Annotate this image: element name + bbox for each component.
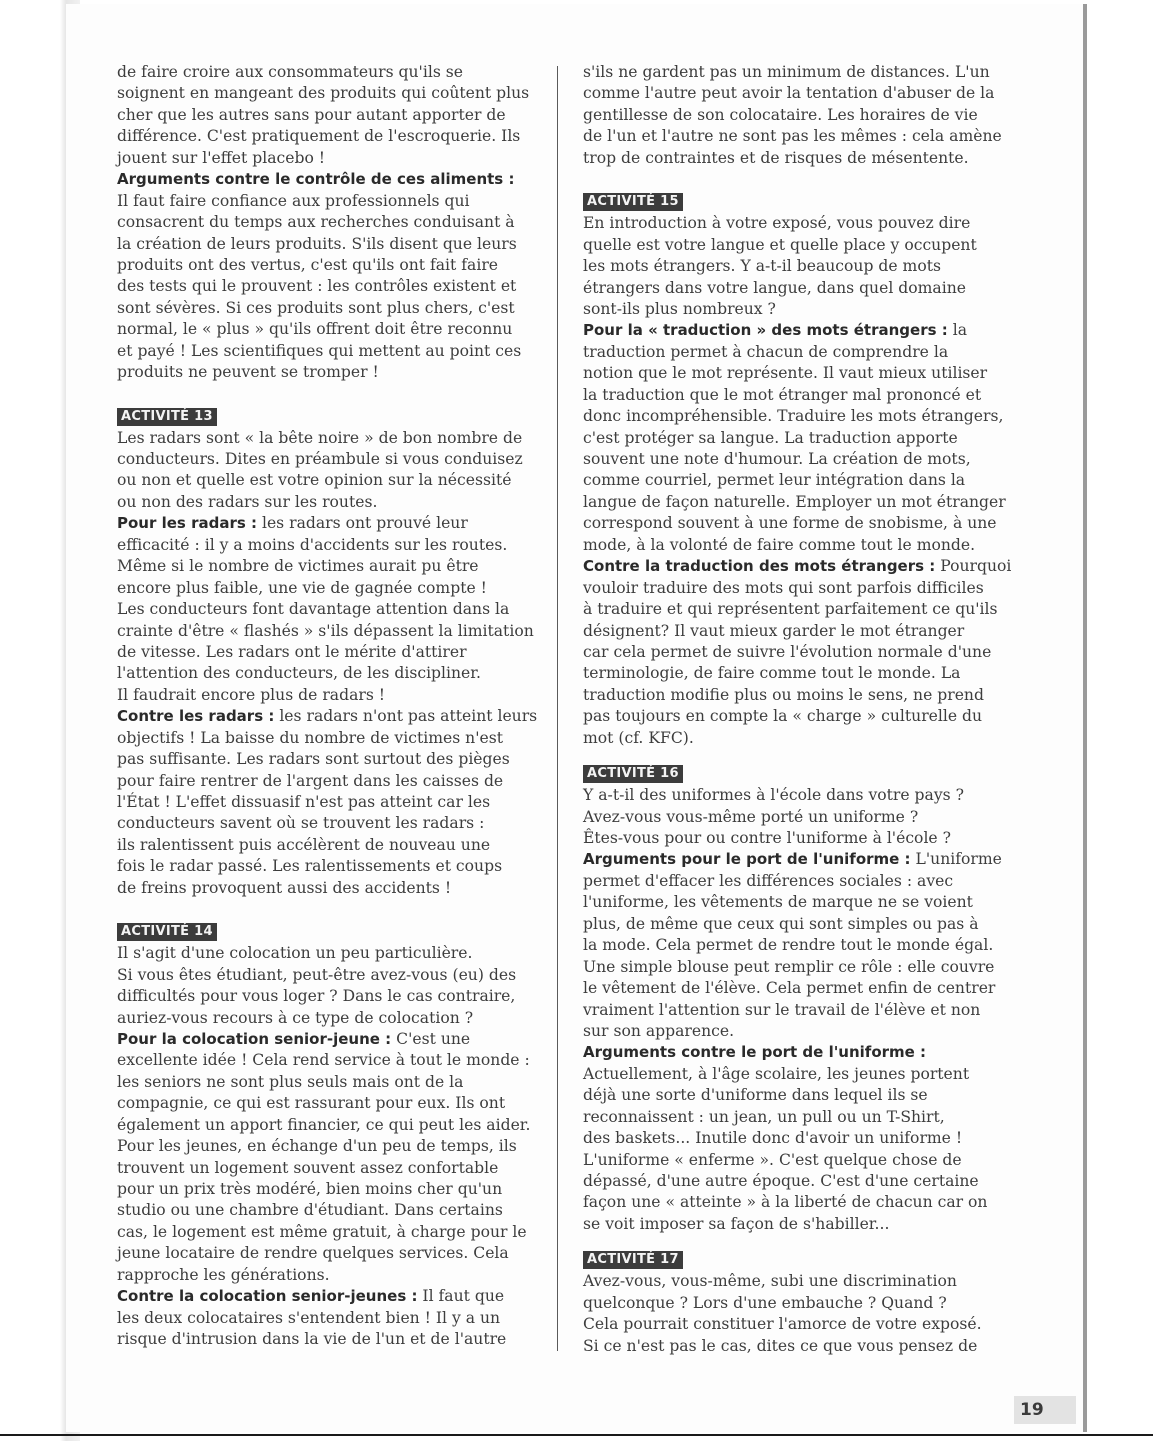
activity-17-intro: [583, 1271, 1008, 1357]
text-line: comme courriel, permet leur intégration dans la: [583, 471, 966, 490]
argument-heading: Arguments contre le port de l'uniforme :: [583, 1043, 927, 1062]
argument-text: C'est une: [391, 1029, 471, 1048]
text-line: ou non et quelle est votre opinion sur la nécessité: [117, 471, 512, 490]
argument-heading-line: [583, 849, 1008, 870]
text-line: donc incompréhensible. Traduire les mots étrangers,: [583, 407, 1004, 426]
text-line: difficultés pour vous loger ? Dans le cas contraire,: [117, 987, 516, 1006]
text-line: la création de leurs produits. S'ils disent que leurs: [117, 234, 517, 253]
column-divider: [557, 66, 558, 1351]
text-line: rapproche les générations.: [117, 1265, 330, 1284]
text-line: Les conducteurs font davantage attention dans la: [117, 600, 510, 619]
activity-16-intro: [583, 785, 1008, 849]
text-line: étrangers dans votre langue, dans quel domaine: [583, 278, 966, 297]
text-line: pas suffisante. Les radars sont surtout des pièges: [117, 750, 510, 769]
argument-heading: Pour la colocation senior-jeune :: [117, 1029, 392, 1048]
text-line: Il s'agit d'une colocation un peu particulière.: [117, 944, 473, 963]
text-line: traduction permet à chacun de comprendre la: [583, 342, 949, 361]
text-line: s'ils ne gardent pas un minimum de distances. L'un: [583, 63, 990, 81]
page-edge: [1083, 4, 1087, 1432]
text-line: dépassé, d'une autre époque. C'est d'une certaine: [583, 1172, 979, 1190]
text-line: Cela pourrait constituer l'amorce de votre exposé.: [583, 1315, 982, 1334]
text-line: l'attention des conducteurs, de les discipliner.: [117, 664, 481, 683]
text-line: de freins provoquent aussi des accidents !: [117, 878, 452, 897]
text-line: Avez-vous vous-même porté un uniforme ?: [583, 807, 919, 826]
argument-paragraph: [117, 728, 542, 900]
text-line: correspond souvent à une forme de snobisme, à une: [583, 514, 997, 533]
argument-heading-line: [583, 320, 1008, 341]
text-line: jeune locataire de rendre quelques services. Cela: [117, 1244, 509, 1263]
argument-paragraph: [583, 871, 1008, 1043]
text-line: permet d'effacer les différences sociales : avec: [583, 871, 954, 890]
text-line: ils ralentissent puis accélèrent de nouveau une: [117, 835, 491, 854]
activity-15-intro: [583, 213, 1008, 320]
continued-paragraph: [583, 62, 1008, 169]
text-line: terminologie, de faire comme tout le monde. La: [583, 664, 961, 683]
argument-heading-line: [117, 1029, 542, 1050]
argument-heading: Arguments pour le port de l'uniforme :: [583, 850, 911, 869]
text-line: sur son apparence.: [583, 1021, 735, 1040]
activity-14-badge: ACTIVITÉ 14: [117, 923, 217, 941]
text-line: reconnaissent : un jean, un pull ou un T-Shirt,: [583, 1107, 945, 1126]
text-line: différence. C'est pratiquement de l'escroquerie. Ils: [117, 127, 521, 146]
argument-heading: Contre la traduction des mots étrangers :: [583, 557, 936, 576]
argument-text: les radars ont prouvé leur: [257, 514, 468, 533]
argument-paragraph: [583, 1064, 1008, 1236]
text-line: Même si le nombre de victimes aurait pu être: [117, 557, 479, 576]
text-line: mot (cf. KFC).: [583, 728, 694, 747]
scan-bottom-edge: [0, 1434, 1153, 1436]
text-line: Une simple blouse peut remplir ce rôle : elle couvre: [583, 957, 995, 976]
text-line: Il faut faire confiance aux professionnels qui: [117, 191, 470, 210]
argument-heading: Contre les radars :: [117, 707, 275, 726]
argument-paragraph: [583, 342, 1008, 556]
text-line: Actuellement, à l'âge scolaire, les jeunes portent: [583, 1064, 970, 1083]
text-line: sont-ils plus nombreux ?: [583, 299, 776, 318]
text-line: soignent en mangeant des produits qui coûtent plus: [117, 84, 530, 103]
text-line: compagnie, ce qui est rassurant pour eux. Ils ont: [117, 1094, 506, 1113]
text-line: l'uniforme, les vêtements de marque ne se voient: [583, 893, 973, 912]
right-column: [583, 62, 1012, 1357]
argument-heading: Pour les radars :: [117, 514, 257, 533]
text-line: produits ne peuvent se tromper !: [117, 363, 379, 382]
text-line: c'est protéger sa langue. La traduction apporte: [583, 428, 958, 447]
intro-paragraph: [117, 62, 542, 169]
text-line: la traduction que le mot étranger mal prononcé et: [583, 385, 982, 404]
text-line: cher que les autres sans pour autant apporter de: [117, 105, 506, 124]
text-line: l'État ! L'effet dissuasif n'est pas atteint car les: [117, 793, 491, 811]
text-line: pas toujours en compte la « charge » culturelle du: [583, 707, 983, 726]
argument-paragraph: [117, 535, 542, 707]
text-line: façon une « atteinte » à la liberté de chacun car on: [583, 1193, 988, 1212]
text-line: pour un prix très modéré, bien moins cher qu'un: [117, 1180, 503, 1198]
text-line: consacrent du temps aux recherches conduisant à: [117, 213, 515, 232]
text-line: Il faudrait encore plus de radars !: [117, 685, 386, 704]
text-line: vraiment l'attention sur le travail de l'élève et non: [583, 1000, 981, 1019]
text-line: trop de contraintes et de risques de mésentente.: [583, 148, 969, 167]
argument-heading: Contre la colocation senior-jeunes :: [117, 1287, 418, 1306]
text-line: Avez-vous, vous-même, subi une discrimination: [583, 1272, 957, 1291]
text-line: trouvent un logement souvent assez confortable: [117, 1158, 499, 1177]
left-column: [117, 62, 542, 1351]
activity-17-badge: ACTIVITÉ 17: [583, 1251, 683, 1269]
text-line: conducteurs savent où se trouvent les radars :: [117, 814, 485, 833]
text-line: auriez-vous recours à ce type de colocation ?: [117, 1008, 474, 1027]
text-line: quelle est votre langue et quelle place y occupent: [583, 235, 977, 254]
text-line: risque d'intrusion dans la vie de l'un et de l'autre: [117, 1330, 507, 1349]
section-heading: Arguments contre le contrôle de ces aliments :: [117, 170, 515, 189]
text-line: Si vous êtes étudiant, peut-être avez-vous (eu) des: [117, 965, 517, 984]
text-line: vouloir traduire des mots qui sont parfois difficiles: [583, 578, 984, 597]
text-line: crainte d'être « flashés » s'ils dépassent la limitation: [117, 621, 534, 640]
text-line: également un apport financier, ce qui peut les aider.: [117, 1115, 531, 1134]
text-line: ou non des radars sur les routes.: [117, 492, 378, 511]
text-line: des baskets... Inutile donc d'avoir un uniforme !: [583, 1129, 963, 1148]
activity-16-badge: ACTIVITÉ 16: [583, 765, 683, 783]
activity-13-intro: [117, 428, 542, 514]
text-line: normal, le « plus » qu'ils offrent doit être reconnu: [117, 320, 513, 339]
text-line: se voit imposer sa façon de s'habiller...: [583, 1214, 890, 1233]
argument-paragraph: [583, 578, 1008, 750]
argument-paragraph: [117, 1050, 542, 1286]
text-line: plus, de même que ceux qui sont simples ou pas à: [583, 914, 979, 933]
text-line: Si ce n'est pas le cas, dites ce que vous pensez de: [583, 1336, 978, 1355]
text-line: de l'un et l'autre ne sont pas les mêmes : cela amène: [583, 127, 1002, 146]
text-line: langue de façon naturelle. Employer un mot étranger: [583, 492, 1006, 511]
activity-13-badge: ACTIVITÉ 13: [117, 408, 217, 426]
text-line: jouent sur l'effet placebo !: [117, 148, 326, 167]
argument-heading-line: [117, 513, 542, 534]
argument-paragraph: [117, 1308, 542, 1351]
text-line: déjà une sorte d'uniforme dans lequel ils se: [583, 1086, 928, 1105]
argument-text: la: [947, 321, 967, 340]
text-line: Les radars sont « la bête noire » de bon nombre de: [117, 428, 523, 447]
text-line: des tests qui le prouvent : les contrôles existent et: [117, 277, 517, 296]
text-line: En introduction à votre exposé, vous pouvez dire: [583, 214, 971, 233]
argument-text: Il faut que: [417, 1287, 505, 1306]
text-line: souvent une note d'humour. La création de mots,: [583, 450, 971, 468]
text-line: la mode. Cela permet de rendre tout le monde égal.: [583, 936, 994, 955]
text-line: conducteurs. Dites en préambule si vous conduisez: [117, 450, 523, 468]
text-line: fois le radar passé. Les ralentissements et coups: [117, 857, 503, 876]
text-line: efficacité : il y a moins d'accidents sur les routes.: [117, 535, 508, 554]
text-line: Pour les jeunes, en échange d'un peu de temps, ils: [117, 1137, 517, 1156]
argument-text: les radars n'ont pas atteint leurs: [274, 707, 538, 726]
text-line: pour faire rentrer de l'argent dans les caisses de: [117, 771, 504, 790]
text-line: notion que le mot représente. Il vaut mieux utiliser: [583, 364, 988, 383]
text-line: Y a-t-il des uniformes à l'école dans votre pays ?: [583, 786, 964, 805]
text-line: le vêtement de l'élève. Cela permet enfin de centrer: [583, 979, 996, 998]
argument-heading-line: [117, 706, 542, 727]
argument-heading-line: [117, 1286, 542, 1307]
text-line: comme l'autre peut avoir la tentation d'abuser de la: [583, 84, 995, 103]
text-line: sont sévères. Si ces produits sont plus chers, c'est: [117, 298, 515, 317]
text-line: les mots étrangers. Y a-t-il beaucoup de mots: [583, 257, 941, 276]
text-line: cas, le logement est même gratuit, à charge pour le: [117, 1222, 527, 1241]
text-line: et payé ! Les scientifiques qui mettent au point ces: [117, 341, 522, 360]
activity-14-intro: [117, 943, 542, 1029]
text-line: à traduire et qui représentent parfaitement ce qu'ils: [583, 600, 998, 619]
text-line: les deux colocataires s'entendent bien ! Il y a un: [117, 1308, 501, 1327]
text-line: studio ou une chambre d'étudiant. Dans certains: [117, 1201, 503, 1220]
text-line: excellente idée ! Cela rend service à tout le monde :: [117, 1051, 530, 1070]
text-line: produits ont des vertus, c'est qu'ils ont fait faire: [117, 255, 498, 274]
text-line: Êtes-vous pour ou contre l'uniforme à l'école ?: [583, 829, 951, 847]
text-line: mode, à la volonté de faire comme tout le monde.: [583, 535, 976, 554]
argument-text: L'uniforme: [910, 850, 1002, 869]
text-line: traduction modifie plus ou moins le sens, ne prend: [583, 685, 984, 704]
text-line: de vitesse. Les radars ont le mérite d'attirer: [117, 642, 467, 661]
text-line: objectifs ! La baisse du nombre de victimes n'est: [117, 728, 504, 747]
argument-heading: Pour la « traduction » des mots étrangers :: [583, 321, 948, 340]
text-line: encore plus faible, une vie de gagnée compte !: [117, 578, 487, 597]
text-line: gentillesse de son colocataire. Les horaires de vie: [583, 105, 978, 124]
text-line: désignent? Il vaut mieux garder le mot étranger: [583, 621, 965, 640]
activity-15-badge: ACTIVITÉ 15: [583, 193, 683, 211]
paragraph: [117, 191, 542, 384]
text-line: les seniors ne sont plus seuls mais ont de la: [117, 1072, 464, 1091]
page-number: 19: [1014, 1396, 1076, 1424]
text-line: quelconque ? Lors d'une embauche ? Quand ?: [583, 1293, 947, 1312]
text-line: car cela permet de suivre l'évolution normale d'une: [583, 642, 992, 661]
text-line: L'uniforme « enferme ». C'est quelque chose de: [583, 1150, 962, 1169]
argument-heading-line: [583, 556, 1012, 577]
argument-text: Pourquoi: [935, 557, 1012, 576]
text-line: de faire croire aux consommateurs qu'ils se: [117, 63, 464, 81]
